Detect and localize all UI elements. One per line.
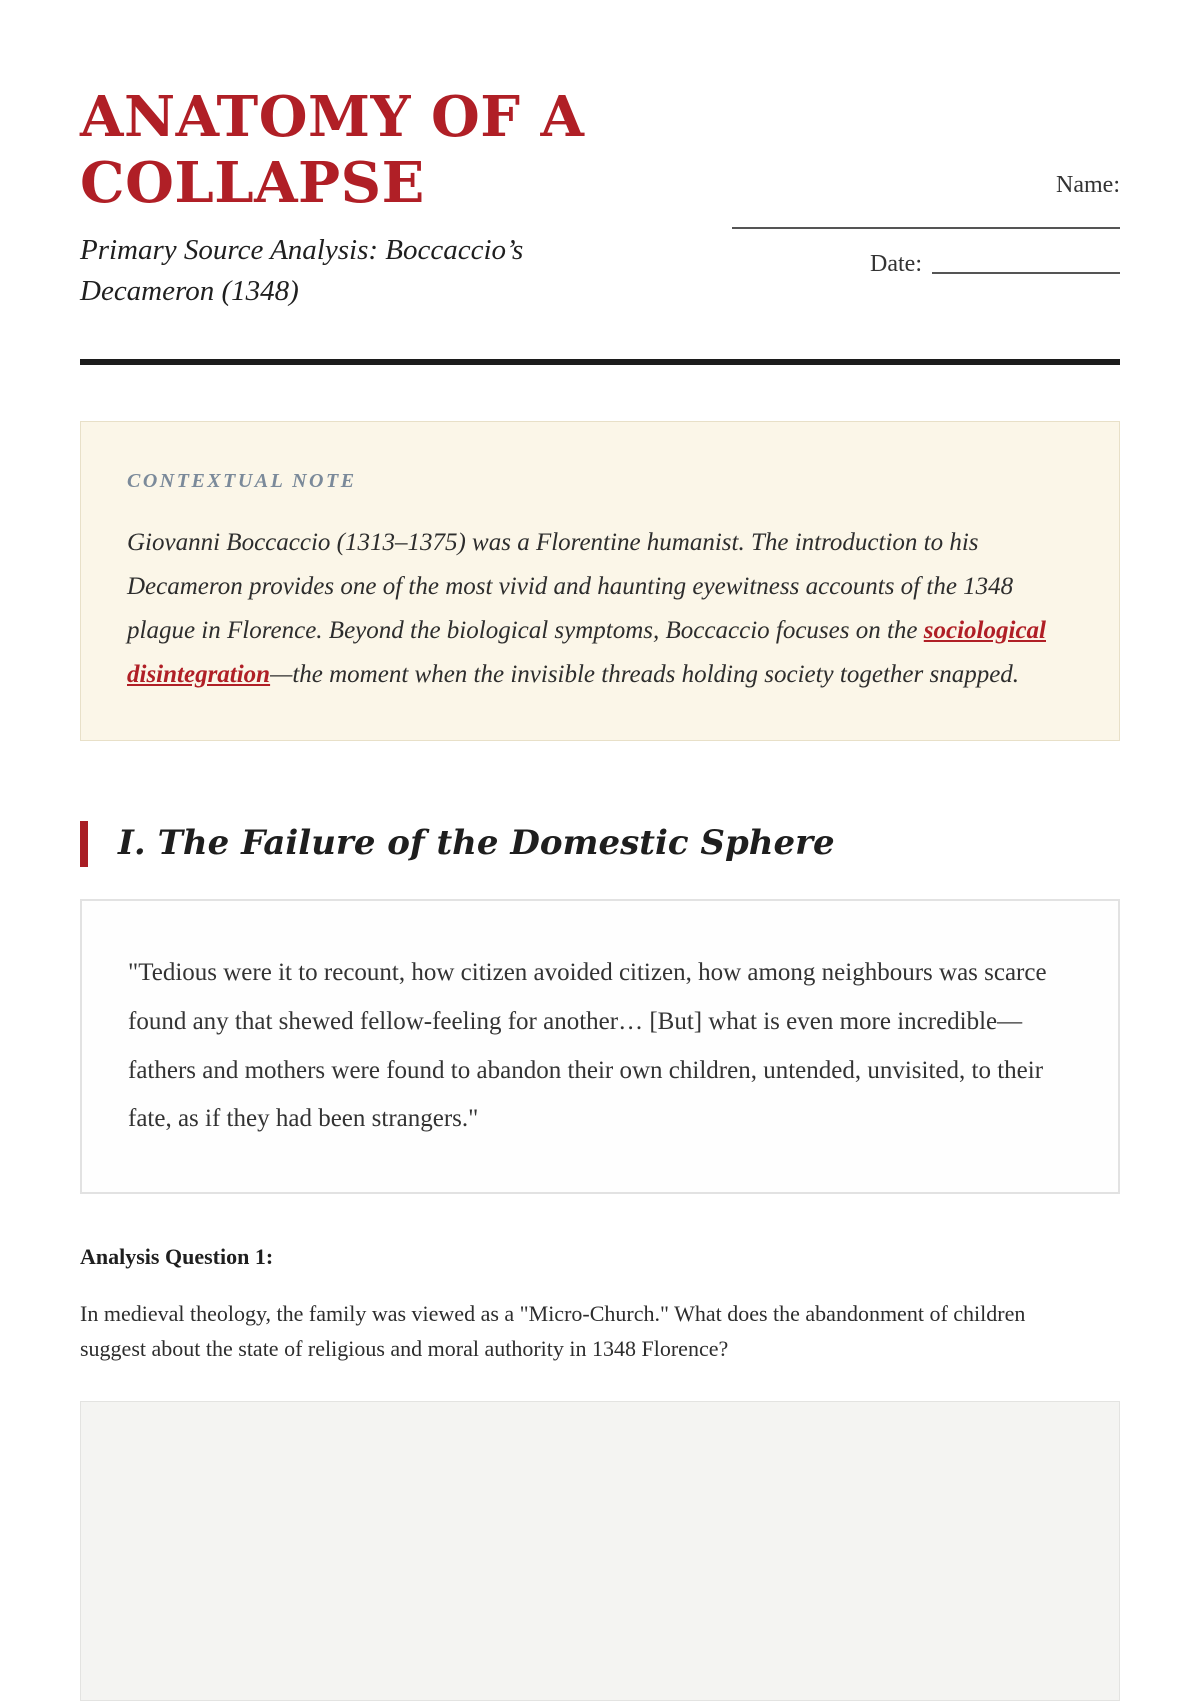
analysis-question-1-text: In medieval theology, the family was viewed as a "Micro-Church." What does the abandonment of children suggest about the state of religious and moral authority in 1348 Florence?	[80, 1301, 1026, 1362]
date-label: Date:	[870, 251, 922, 277]
primary-source-quote: "Tedious were it to recount, how citizen avoided citizen, how among neighbours was scarce found any that shewed fellow-feeling for another… [But] what is even more incredible—fathers and mothers were found to abandon their own children, untended, unvisited, to their fate, as if they had been strangers."	[128, 959, 1047, 1133]
page-title: ANATOMY OF A COLLAPSE	[80, 84, 585, 217]
answer-writing-area[interactable]	[80, 1401, 1120, 1701]
header-divider	[80, 359, 1120, 365]
header-title-block	[80, 84, 640, 311]
date-fill-in-line[interactable]	[932, 272, 1120, 274]
analysis-question-1-label: Analysis Question 1:	[80, 1244, 274, 1270]
date-row	[732, 251, 1120, 278]
note-text-after: —the moment when the invisible threads holding society together snapped.	[270, 660, 1020, 688]
name-label: Name:	[1056, 172, 1120, 198]
note-highlight-link[interactable]: sociological disintegration	[127, 616, 1046, 688]
contextual-note-box	[80, 421, 1120, 741]
name-fill-in-line[interactable]	[732, 227, 1120, 229]
contextual-note-label: CONTEXTUAL NOTE	[127, 470, 357, 493]
page-subtitle: Primary Source Analysis: Boccaccio’s Decameron (1348)	[80, 234, 524, 307]
primary-source-quote-box	[80, 899, 1120, 1194]
note-text-before: Giovanni Boccaccio (1313–1375) was a Florentine humanist. The introduction to his Decameron provides one of the most vivid and haunting eyewitness accounts of the 1348 plague in Florence. Beyond the biological symptoms, Boccaccio focuses on the	[127, 529, 1014, 644]
name-date-fields	[732, 172, 1120, 278]
contextual-note-text	[127, 521, 1073, 696]
section-1-heading: I. The Failure of the Domestic Sphere	[80, 821, 1120, 867]
header	[80, 84, 1120, 311]
